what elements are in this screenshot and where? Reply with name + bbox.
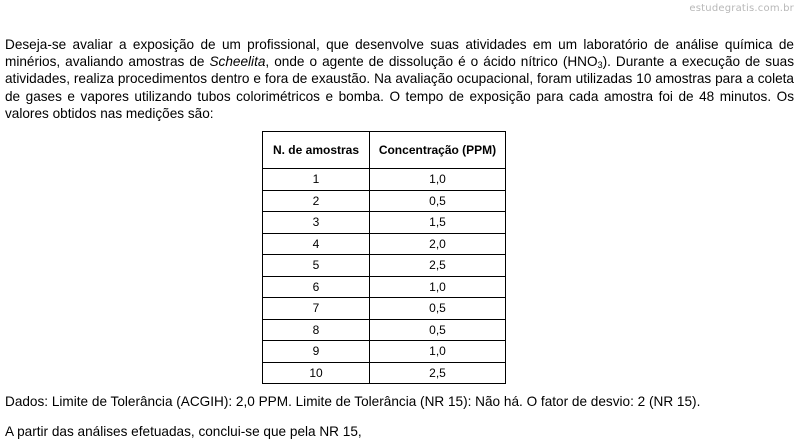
table-row (263, 190, 506, 212)
concentration-cell: 0,5 (370, 298, 506, 320)
site-watermark: estudegratis.com.br (689, 3, 794, 14)
concentration-cell: 1,0 (370, 341, 506, 363)
concentration-cell: 2,5 (370, 255, 506, 277)
formula-subscript: 3 (597, 60, 603, 71)
concentration-cell: 1,0 (370, 169, 506, 191)
table-row (263, 255, 506, 277)
sample-number-cell: 6 (263, 276, 370, 298)
sample-number-cell: 1 (263, 169, 370, 191)
table-row (263, 298, 506, 320)
table-row (263, 341, 506, 363)
table-row (263, 169, 506, 191)
table-body (263, 169, 506, 384)
table-row (263, 212, 506, 234)
sample-number-cell: 2 (263, 190, 370, 212)
concentration-cell: 0,5 (370, 319, 506, 341)
table-header-row (263, 132, 506, 169)
concentration-cell: 0,5 (370, 190, 506, 212)
concentration-cell: 2,5 (370, 362, 506, 384)
sample-number-cell: 4 (263, 233, 370, 255)
sample-number-cell: 9 (263, 341, 370, 363)
sample-number-cell: 7 (263, 298, 370, 320)
intro-part-1: Deseja-se avaliar a exposição de um profissional, que desenvolve suas atividades em um laboratório de análise química de minérios, avaliando amostras de (5, 37, 794, 70)
header-sample-number: N. de amostras (263, 132, 370, 169)
sample-number-cell: 5 (263, 255, 370, 277)
given-data-text: Dados: Limite de Tolerância (ACGIH): 2,0 PPM. Limite de Tolerância (NR 15): Não há. O fator de desvio: 2 (NR 15). (5, 394, 701, 409)
conclusion-prompt-text: A partir das análises efetuadas, conclui-se que pela NR 15, (5, 424, 362, 439)
mineral-name: Scheelita (209, 54, 266, 70)
concentration-cell: 2,0 (370, 233, 506, 255)
sample-number-cell: 3 (263, 212, 370, 234)
concentration-cell: 1,5 (370, 212, 506, 234)
table-row (263, 276, 506, 298)
sample-number-cell: 8 (263, 319, 370, 341)
table-row (263, 233, 506, 255)
concentration-cell: 1,0 (370, 276, 506, 298)
header-concentration: Concentração (PPM) (370, 132, 506, 169)
sample-number-cell: 10 (263, 362, 370, 384)
question-intro-text (5, 36, 794, 122)
table-row (263, 319, 506, 341)
intro-part-3: ). Durante a execução de suas atividades, realiza procedimentos dentro e fora de exaustão. Na avaliação ocupacional, foram utilizadas 10 amostras para a coleta de gases e vapores utilizando tubos colorimétricos e bomba. O tempo de exposição para cada amostra foi de 48 minutos. Os valores obtidos nas medições são: (5, 54, 794, 121)
table-row (263, 362, 506, 384)
samples-table (262, 131, 506, 384)
intro-part-2: , onde o agente de dissolução é o ácido nítrico (HNO (265, 54, 598, 70)
